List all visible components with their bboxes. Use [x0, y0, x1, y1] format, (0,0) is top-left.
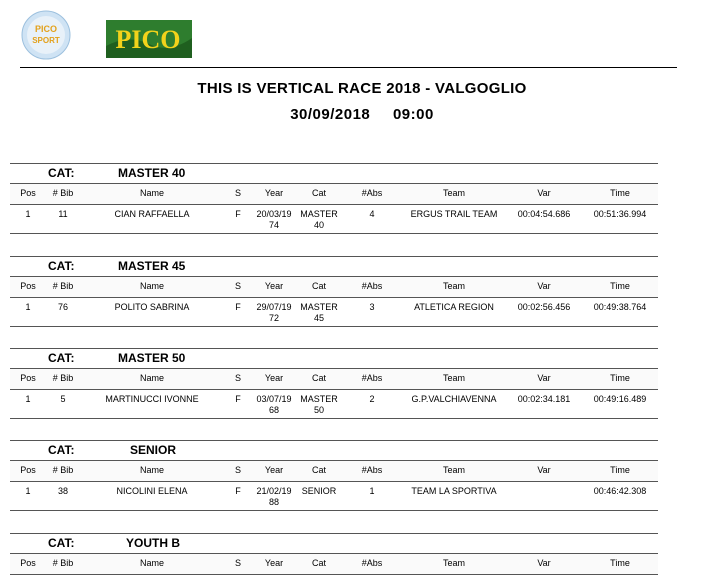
column-header-s: S	[234, 188, 241, 198]
cell-pos: 1	[25, 302, 31, 312]
column-header-row	[10, 276, 658, 298]
column-header-bib: # Bib	[52, 281, 74, 291]
column-header-abs: #Abs	[361, 465, 383, 475]
cell-year	[252, 209, 296, 231]
column-header-s: S	[234, 465, 241, 475]
cell-cat	[296, 394, 342, 416]
cell-cat	[296, 486, 342, 497]
category-header	[10, 533, 658, 553]
cell-time: 00:49:16.489	[593, 394, 647, 404]
row-divider	[10, 326, 658, 327]
table-row	[10, 482, 658, 510]
column-header-pos: Pos	[20, 465, 36, 475]
column-header-bib: # Bib	[52, 465, 74, 475]
cell-name: POLITO SABRINA	[114, 302, 190, 312]
column-header-team: Team	[442, 373, 465, 383]
cell-s: F	[235, 394, 241, 404]
cell-var: 00:04:54.686	[517, 209, 571, 219]
cell-s: F	[235, 209, 241, 219]
cell-var: 00:02:34.181	[517, 394, 571, 404]
column-header-cat: Cat	[311, 558, 326, 568]
cell-bib: 11	[58, 209, 68, 219]
column-header-s: S	[234, 281, 241, 291]
column-header-row	[10, 553, 658, 575]
pico-sport-logo	[20, 10, 72, 60]
column-header-cat: Cat	[311, 281, 326, 291]
column-header-bib: # Bib	[52, 558, 74, 568]
column-header-abs: #Abs	[361, 188, 383, 198]
cell-cat-line1: MASTER	[300, 209, 338, 219]
column-header-name: Name	[139, 465, 164, 475]
cell-cat-line1: MASTER	[300, 394, 338, 404]
cell-year	[252, 302, 296, 324]
cell-year	[252, 394, 296, 416]
category-label: CAT:	[48, 351, 75, 365]
cell-time: 00:49:38.764	[593, 302, 647, 312]
column-header-cat: Cat	[311, 188, 326, 198]
category-header	[10, 348, 658, 368]
column-header-s: S	[234, 373, 241, 383]
event-datetime	[0, 106, 724, 123]
column-header-var: Var	[537, 373, 551, 383]
cell-abs: 1	[369, 486, 375, 496]
pico-sport-logo-text1: PICO	[34, 24, 58, 34]
row-divider	[10, 233, 658, 234]
cell-cat-line2: 40	[313, 220, 324, 230]
table-row	[10, 390, 658, 418]
column-header-var: Var	[537, 188, 551, 198]
cell-bib: 5	[60, 394, 66, 404]
cell-team: ATLETICA REGION	[414, 302, 494, 312]
column-header-team: Team	[442, 281, 465, 291]
category-name: MASTER 50	[118, 351, 186, 365]
column-header-bib: # Bib	[52, 188, 74, 198]
event-time: 09:00	[392, 106, 434, 123]
column-header-pos: Pos	[20, 558, 36, 568]
column-header-abs: #Abs	[361, 281, 383, 291]
cell-team: G.P.VALCHIAVENNA	[411, 394, 497, 404]
table-row	[10, 205, 658, 233]
category-name: MASTER 40	[118, 166, 186, 180]
column-header-bib: # Bib	[52, 373, 74, 383]
cell-year-line1: 03/07/19	[256, 394, 292, 404]
column-header-team: Team	[442, 465, 465, 475]
event-date: 30/09/2018	[290, 106, 371, 123]
cell-year-line1: 29/07/19	[256, 302, 292, 312]
cell-name: MARTINUCCI IVONNE	[105, 394, 199, 404]
row-divider	[10, 510, 658, 511]
cell-abs: 3	[369, 302, 375, 312]
category-label: CAT:	[48, 259, 75, 273]
column-header-abs: #Abs	[361, 558, 383, 568]
category-label: CAT:	[48, 536, 75, 550]
cell-var: 00:02:56.456	[517, 302, 571, 312]
cell-cat	[296, 209, 342, 231]
cell-year-line2: 88	[268, 497, 279, 507]
cell-cat-line2: 45	[313, 313, 324, 323]
category-name: YOUTH B	[126, 536, 180, 550]
column-header-year: Year	[264, 281, 284, 291]
column-header-time: Time	[610, 558, 630, 568]
column-header-name: Name	[139, 281, 164, 291]
column-header-time: Time	[610, 188, 630, 198]
category-label: CAT:	[48, 443, 75, 457]
cell-name: CIAN RAFFAELLA	[114, 209, 190, 219]
column-header-cat: Cat	[311, 373, 326, 383]
header-rule	[20, 67, 677, 68]
pico-logo-text: PICO	[115, 25, 181, 54]
cell-year-line1: 21/02/19	[256, 486, 292, 496]
category-section	[10, 163, 658, 234]
cell-year-line2: 74	[268, 220, 279, 230]
column-header-team: Team	[442, 188, 465, 198]
cell-pos: 1	[25, 486, 31, 496]
cell-pos: 1	[25, 209, 31, 219]
cell-year-line2: 72	[268, 313, 279, 323]
column-header-abs: #Abs	[361, 373, 383, 383]
column-header-row	[10, 460, 658, 482]
column-header-name: Name	[139, 373, 164, 383]
column-header-year: Year	[264, 188, 284, 198]
column-header-pos: Pos	[20, 373, 36, 383]
column-header-time: Time	[610, 281, 630, 291]
cell-time: 00:51:36.994	[593, 209, 647, 219]
cell-time: 00:46:42.308	[593, 486, 647, 496]
column-header-row	[10, 183, 658, 205]
cell-team: TEAM LA SPORTIVA	[411, 486, 497, 496]
category-section	[10, 533, 658, 575]
row-divider	[10, 418, 658, 419]
column-header-s: S	[234, 558, 241, 568]
cell-cat-line2: 50	[313, 405, 324, 415]
cell-cat	[296, 302, 342, 324]
category-section	[10, 348, 658, 419]
column-header-row	[10, 368, 658, 390]
column-header-time: Time	[610, 373, 630, 383]
cell-bib: 76	[57, 302, 68, 312]
pico-logo	[104, 16, 194, 60]
category-header	[10, 440, 658, 460]
category-name: MASTER 45	[118, 259, 186, 273]
category-header	[10, 163, 658, 183]
pico-sport-logo-text2: SPORT	[32, 36, 60, 45]
cell-cat-line1: MASTER	[300, 302, 338, 312]
cell-name: NICOLINI ELENA	[116, 486, 188, 496]
column-header-pos: Pos	[20, 188, 36, 198]
cell-year-line2: 68	[268, 405, 279, 415]
table-row	[10, 298, 658, 326]
category-label: CAT:	[48, 166, 75, 180]
column-header-time: Time	[610, 465, 630, 475]
cell-abs: 4	[369, 209, 375, 219]
column-header-year: Year	[264, 465, 284, 475]
cell-s: F	[235, 302, 241, 312]
cell-year-line1: 20/03/19	[256, 209, 292, 219]
cell-cat-line1: SENIOR	[301, 486, 337, 496]
category-name: SENIOR	[130, 443, 177, 457]
cell-abs: 2	[369, 394, 375, 404]
category-section	[10, 256, 658, 327]
column-header-var: Var	[537, 465, 551, 475]
cell-year	[252, 486, 296, 508]
column-header-team: Team	[442, 558, 465, 568]
event-title: THIS IS VERTICAL RACE 2018 - VALGOGLIO	[197, 80, 527, 97]
cell-team: ERGUS TRAIL TEAM	[410, 209, 498, 219]
category-header	[10, 256, 658, 276]
category-section	[10, 440, 658, 511]
column-header-name: Name	[139, 558, 164, 568]
column-header-pos: Pos	[20, 281, 36, 291]
column-header-year: Year	[264, 373, 284, 383]
column-header-year: Year	[264, 558, 284, 568]
cell-pos: 1	[25, 394, 31, 404]
column-header-name: Name	[139, 188, 164, 198]
column-header-cat: Cat	[311, 465, 326, 475]
cell-s: F	[235, 486, 241, 496]
column-header-var: Var	[537, 558, 551, 568]
cell-bib: 38	[57, 486, 68, 496]
column-header-var: Var	[537, 281, 551, 291]
